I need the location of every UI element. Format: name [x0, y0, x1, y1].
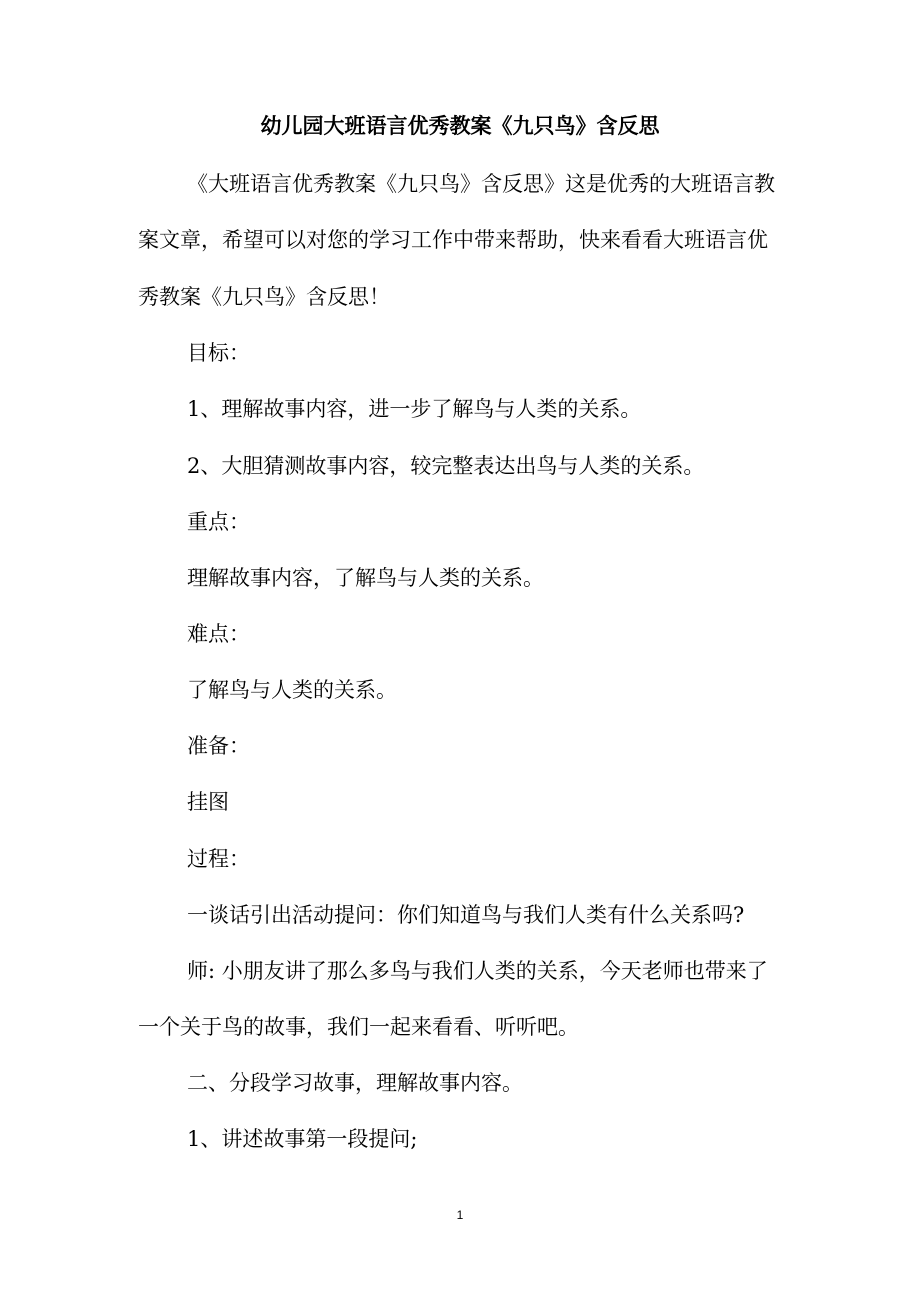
preparation-heading: 准备：: [187, 734, 250, 758]
process-step-1: 一谈话引出活动提问：你们知道鸟与我们人类有什么关系吗?: [187, 903, 745, 927]
intro-line-3: 秀教案《九只鸟》含反思！: [138, 285, 390, 309]
intro-line-2: 案文章，希望可以对您的学习工作中带来帮助，快来看看大班语言优: [138, 228, 768, 252]
goal-item-1: 1、理解故事内容，进一步了解鸟与人类的关系。: [187, 397, 642, 421]
document-title: 幼儿园大班语言优秀教案《九只鸟》含反思: [260, 113, 660, 138]
process-step-2: 二、分段学习故事，理解故事内容。: [187, 1071, 523, 1095]
key-point-heading: 重点：: [187, 510, 250, 534]
key-point-text: 理解故事内容，了解鸟与人类的关系。: [187, 566, 544, 590]
teacher-line-2: 一个关于鸟的故事，我们一起来看看、听听吧。: [138, 1015, 579, 1039]
page-number: 1: [456, 1208, 464, 1222]
difficulty-text: 了解鸟与人类的关系。: [187, 678, 397, 702]
goals-heading: 目标：: [187, 341, 250, 365]
process-heading: 过程：: [187, 847, 250, 871]
preparation-text: 挂图: [187, 790, 229, 814]
teacher-line-1: 师: 小朋友讲了那么多鸟与我们人类的关系，今天老师也带来了: [187, 959, 768, 983]
difficulty-heading: 难点：: [187, 622, 250, 646]
process-step-2-1: 1、讲述故事第一段提问;: [187, 1127, 418, 1151]
intro-line-1: 《大班语言优秀教案《九只鸟》含反思》这是优秀的大班语言教: [187, 172, 775, 196]
goal-item-2: 2、大胆猜测故事内容，较完整表达出鸟与人类的关系。: [187, 454, 705, 478]
